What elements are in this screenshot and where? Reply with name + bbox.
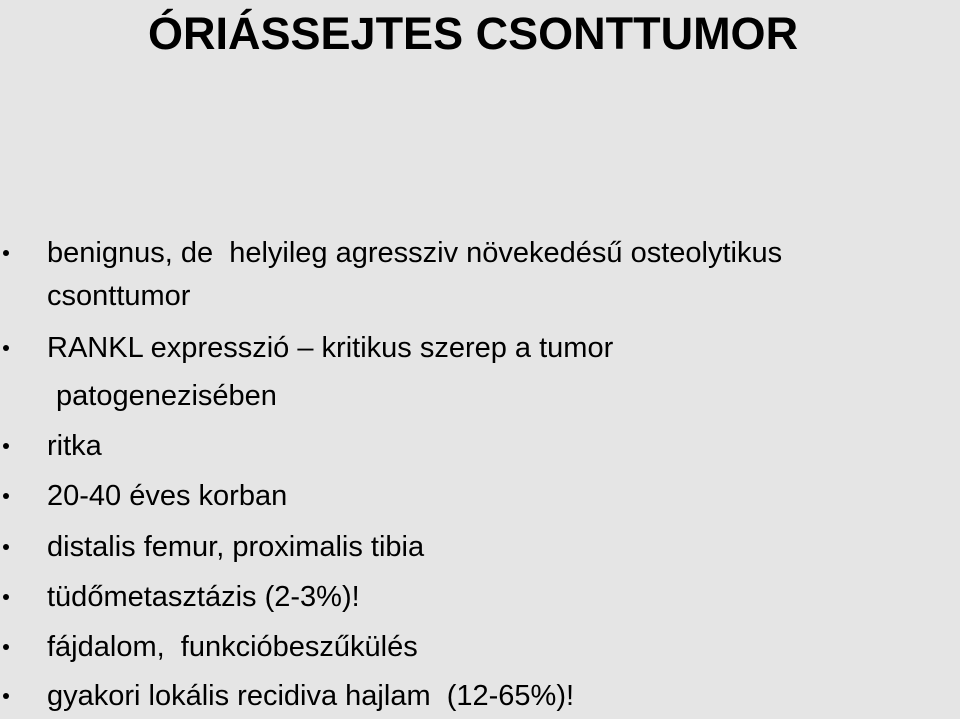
- bullet-dot-icon: [3, 544, 9, 550]
- bullet-text-continuation: csonttumor: [47, 280, 191, 312]
- bullet-text: gyakori lokális recidiva hajlam (12-65%)!: [47, 680, 575, 712]
- bullet-text: 20-40 éves korban: [47, 480, 288, 512]
- bullet-dot-icon: [3, 345, 9, 351]
- bullet-text: benignus, de helyileg agressziv növekedésű osteolytikus: [47, 237, 783, 269]
- bullet-dot-icon: [3, 493, 9, 499]
- bullet-dot-icon: [3, 250, 9, 256]
- bullet-text: distalis femur, proximalis tibia: [47, 531, 425, 563]
- bullet-text: ritka: [47, 430, 102, 462]
- bullet-text: fájdalom, funkcióbeszűkülés: [47, 631, 418, 663]
- bullet-dot-icon: [3, 594, 9, 600]
- bullet-dot-icon: [3, 644, 9, 650]
- slide-title: ÓRIÁSSEJTES CSONTTUMOR: [148, 8, 799, 59]
- bullet-text-continuation: patogenezisében: [56, 380, 277, 412]
- bullet-dot-icon: [3, 443, 9, 449]
- bullet-text: tüdőmetasztázis (2-3%)!: [47, 581, 360, 613]
- bullet-dot-icon: [3, 693, 9, 699]
- bullet-text: RANKL expresszió – kritikus szerep a tumor: [47, 332, 614, 364]
